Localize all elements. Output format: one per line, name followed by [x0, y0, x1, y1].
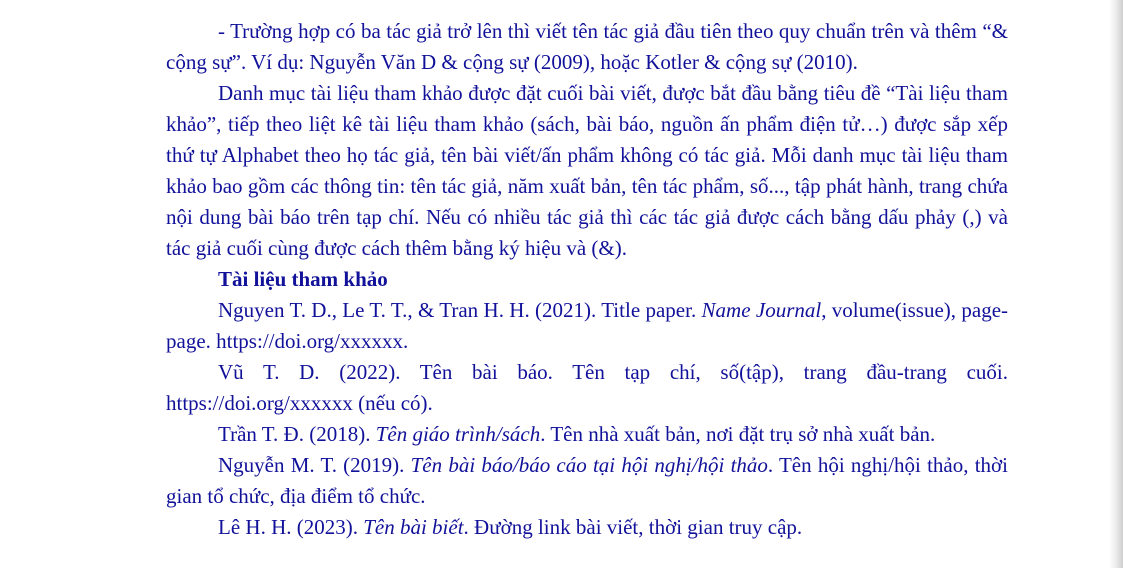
- reference-item: [166, 450, 1008, 512]
- reference-item: [166, 295, 1008, 357]
- reference-text: Nguyen T. D., Le T. T., & Tran H. H. (2021). Title paper.: [218, 298, 702, 322]
- reference-text: Vũ T. D. (2022). Tên bài báo. Tên tạp chí, số(tập), trang đầu-trang cuối. https://doi.org/xxxxxx (nếu có).: [166, 360, 1008, 415]
- references-heading: Tài liệu tham khảo: [218, 267, 388, 291]
- reference-text: . Tên hội nghị/hội thảo, thời gian tổ chức, địa điểm tổ chức.: [166, 453, 1008, 508]
- reference-text: . Tên nhà xuất bản, nơi đặt trụ sở nhà xuất bản.: [540, 422, 936, 446]
- reference-italic-title: Tên bài biết: [363, 515, 464, 539]
- reference-item: [166, 512, 1008, 543]
- reference-text: Lê H. H. (2023).: [218, 515, 364, 539]
- reference-italic-title: Tên giáo trình/sách: [375, 422, 541, 446]
- document-body: [166, 16, 1008, 543]
- authors-rule-paragraph: - Trường hợp có ba tác giả trở lên thì viết tên tác giả đầu tiên theo quy chuẩn trên và thêm “& cộng sự”. Ví dụ: Nguyễn Văn D & cộng sự (2009), hoặc Kotler & cộng sự (2010).: [166, 19, 1008, 74]
- references-rule-paragraph: Danh mục tài liệu tham khảo được đặt cuối bài viết, được bắt đầu bằng tiêu đề “Tài liệu tham khảo”, tiếp theo liệt kê tài liệu tham khảo (sách, bài báo, nguồn ấn phẩm điện tử…) được sắp xếp thứ tự Alphabet theo họ tác giả, tên bài viết/ấn phẩm không có tác giả. Mỗi danh mục tài liệu tham khảo bao gồm các thông tin: tên tác giả, năm xuất bản, tên tác phẩm, số..., tập phát hành, trang chứa nội dung bài báo trên tạp chí. Nếu có nhiều tác giả thì các tác giả được cách bằng dấu phảy (,) và tác giả cuối cùng được cách thêm bằng ký hiệu và (&).: [166, 81, 1008, 260]
- reference-text: Trần T. Đ. (2018).: [218, 422, 376, 446]
- reference-item: [166, 357, 1008, 419]
- reference-text: , volume(issue), page-page. https://doi.org/xxxxxx.: [166, 298, 1009, 353]
- reference-text: Nguyễn M. T. (2019).: [218, 453, 411, 477]
- reference-text: . Đường link bài viết, thời gian truy cập.: [463, 515, 803, 539]
- page-edge-shadow: [1109, 0, 1123, 568]
- reference-italic-title: Name Journal: [701, 298, 822, 322]
- reference-item: [166, 419, 1008, 450]
- reference-italic-title: Tên bài báo/báo cáo tại hội nghị/hội thảo: [410, 453, 768, 477]
